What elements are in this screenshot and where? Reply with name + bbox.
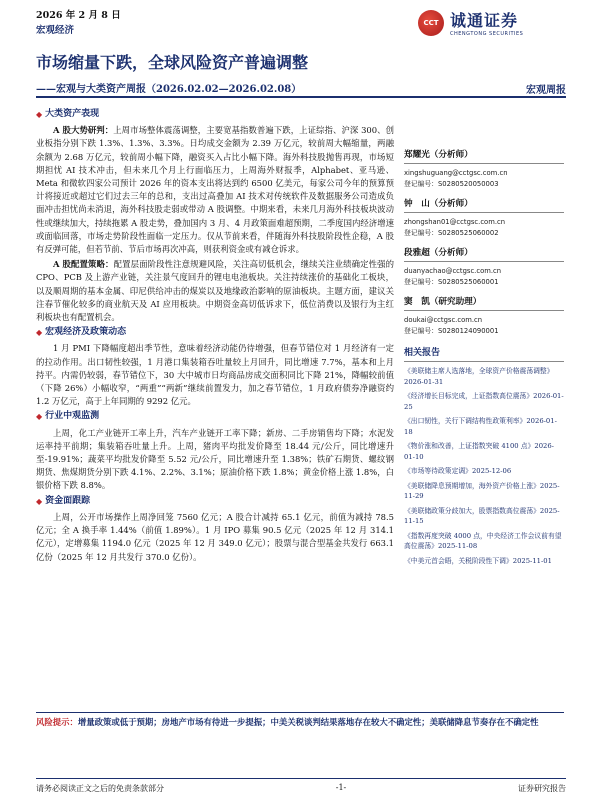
bullet-icon: ◆ (36, 109, 43, 119)
logo-english-name: CHENGTONG SECURITIES (450, 31, 524, 37)
analyst-email[interactable]: duanyachao@cctgsc.com.cn (404, 267, 502, 275)
section-heading: 资金面跟踪 (45, 495, 91, 506)
bullet-icon: ◆ (36, 495, 43, 506)
sidebar (404, 148, 564, 566)
report-type: 宏观周报 (526, 85, 566, 96)
risk-warning (36, 712, 564, 729)
bullet-icon: ◆ (36, 411, 43, 422)
report-date: 2026 年 2 月 8 日 (36, 10, 121, 21)
paragraph-text: 1 月 PMI 下降幅度超出季节性，意味着经济动能仍待增强，但春节错位对 1 月经济有一定的拉动作用。出口韧性较强，1 月港口集装箱吞吐量较上月回升，同比增速 7.7%，基本和上月持平。内需仍较弱，春节错位下，30 大中城市日均商品房成交面积同比下降 21%，降幅较前值（下降 26%）小幅收窄，“两重”“两新”继续前置发力，加之春节错位，1 月政府债券净融资约 1.2 万亿元，高于上年同期的 9292 亿元。 (36, 343, 394, 407)
main-content (36, 108, 394, 566)
paragraph-text: 上周，公开市场操作上周净回笼 7560 亿元；A 股合计减持 65.1 亿元，前值为减持 78.5 亿元；全 A 换手率 1.44%（前值 1.89%）。1 月 IPO 募集 90.5 亿元（2025 年 12 月 314.1 亿元），定增募集 1194.0 亿元（2025 年 12 月 349.0 亿元）；股票与混合型基金共发行 663.1 亿份（2025 年 12 月共发行 370.0 亿份）。 (36, 511, 394, 562)
analyst-card (404, 197, 564, 239)
report-subtitle: ——宏观与大类资产周报（2026.02.02—2026.02.08） (36, 84, 302, 95)
related-report-link[interactable]: 《美联储政策分歧加大，股票指数高位震荡》2025-11-15 (404, 506, 560, 525)
related-report-link[interactable]: 《中美元首会晤，关税阶段性下调》2025-11-01 (404, 556, 552, 565)
risk-label: 风险提示： (36, 717, 78, 727)
paragraph (36, 427, 394, 493)
header-divider (36, 96, 566, 98)
section-macro-policy (36, 326, 394, 408)
paragraph-text: 配置层面阶段性注意规避风险，关注高切低机会，继续关注业绩确定性强的 CPO、PCB 及上游产业链，关注景气度回升的锂电电池板块。关注持续涨价的基础化工板块，以及顺周期的基本金属、印尼供给冲击的煤炭以及地缘政治影响的原油板块。主题方面，建议关注春节催化较多的商业航天及 AI 应用板块。中期资金高切低诉求下，低位消费以及银行为主红利板块也有配置机会。 (36, 259, 394, 323)
report-category: 宏观经济 (36, 25, 75, 36)
analyst-card (404, 295, 564, 337)
related-report-link[interactable]: 《经济增长目标完成，上证指数高位震荡》2026-01-25 (404, 392, 564, 411)
page-footer (36, 778, 566, 794)
paragraph (36, 124, 394, 256)
analyst-email[interactable]: zhongshan01@cctgsc.com.cn (404, 218, 506, 226)
analyst-registration: 登记编号：S0280520050003 (404, 180, 499, 188)
risk-text: 增量政策或低于预期；房地产市场有待进一步提振；中美关税谈判结果落地存在较大不确定性；美联储降息节奏存在不确定性 (77, 717, 539, 727)
section-asset-performance (36, 108, 394, 324)
analyst-name: 窦 凯（研究助理） (404, 295, 564, 311)
company-logo (418, 8, 523, 37)
analyst-name: 段雅超（分析师） (404, 246, 564, 262)
related-report-link[interactable]: 《指数再度突破 4000 点，中央经济工作会议前有望高位震荡》2025-11-08 (404, 531, 562, 550)
related-report-link[interactable]: 《物价涨和改善，上证指数突破 4100 点》2026-01-10 (404, 442, 554, 461)
analyst-registration: 登记编号：S0280124090001 (404, 327, 499, 335)
paragraph (36, 258, 394, 324)
paragraph-lead: A 股配置策略： (53, 259, 114, 270)
analyst-email[interactable]: xingshuguang@cctgsc.com.cn (404, 169, 508, 177)
analyst-registration: 登记编号：S0280525060001 (404, 278, 499, 286)
page-number: -1- (335, 783, 347, 792)
section-liquidity (36, 495, 394, 564)
logo-mark-icon: CCT (418, 10, 444, 36)
section-heading: 大类资产表现 (45, 109, 100, 119)
analyst-registration: 登记编号：S0280525060002 (404, 229, 499, 237)
logo-chinese-name: 诚通证券 (450, 11, 519, 30)
report-title: 市场缩量下跌，全球风险资产普遍调整 (36, 53, 309, 72)
analyst-name: 钟 山（分析师） (404, 197, 564, 213)
paragraph (36, 342, 394, 408)
paragraph-text: 上周市场整体震荡调整，主要宽基指数普遍下跌，上证综指、沪深 300、创业板指分别下跌 1.3%、1.3%、3.3%。日均成交金额为 2.39 万亿元，较前周大幅缩量，两融余额为 2.68 万亿元，较前周小幅下降，融资买入占比小幅下降。海外科技股抛售再现，市场短期担忧 AI 技术冲击，但未来几个月上行面临压力，上周海外财报季，Alphabet、亚马逊、Meta 和微软四家公司预计 2026 年的资本支出将达到约 6500 亿美元，每家公司今年的预算预计将接近或超过它们过去三年的总和，支出过高叠加 AI 技术对传统软件及数据服务公司造成负面冲击担忧尚未消退，海外科技股走弱或带动 A 股调整。中期来看，未来几月海外科技板块波动性或继续加大，持续拖累 A 股走势，叠加国内 3 月、4 月政策面难超预期，二季度国内经济增速或面临回落，市场走势阶段性面临一定压力。仅从节前来看，伴随海外科技股阶段性企稳，A 股有反弹可能，但若节前、节后市场再次冲高，则获利资金或有减仓诉求。 (36, 125, 394, 255)
paragraph-lead: A 股大势研判： (53, 125, 114, 136)
related-report-link[interactable]: 《市场等待政策定调》2025-12-06 (404, 467, 512, 475)
section-industry-monitor (36, 410, 394, 492)
paragraph-text: 上周，化工产业链开工率上升，汽车产业链开工率下降；新房、二手房销售均下降；水泥发运率持平前期；集装箱吞吐量上升。上周，猪肉平均批发价降至 18.44 元/公斤，同比增速升至-19.91%；蔬菜平均批发价降至 5.52 元/公斤，同比增速升至 1.38%；铁矿石期货、螺纹钢期货、焦煤期货分别下跌 4.1%、2.2%、3.1%；原油价格下跌 1.8%；黄金价格上涨 1.8%，白银价格下跌 8.8%。 (36, 427, 394, 491)
analyst-card (404, 148, 564, 190)
analyst-name: 郑耀光（分析师） (404, 148, 564, 164)
related-report-link[interactable]: 《美联储主席人选落地，全球资产价格震荡调整》2026-01-31 (404, 367, 554, 386)
footer-disclaimer: 请务必阅读正文之后的免责条款部分 (36, 784, 164, 793)
footer-label: 证券研究报告 (518, 784, 566, 793)
bullet-icon: ◆ (36, 327, 43, 338)
related-report-link[interactable]: 《出口韧性，关行下调结构性政策利率》2026-01-18 (404, 417, 557, 436)
analyst-email[interactable]: doukai@cctgsc.com.cn (404, 316, 483, 324)
related-reports-title: 相关报告 (404, 345, 564, 362)
related-report-link[interactable]: 《美联储降息预期增加，海外资产价格上涨》2025-11-29 (404, 481, 560, 500)
analyst-card (404, 246, 564, 288)
paragraph (36, 511, 394, 564)
section-heading: 行业中观监测 (45, 411, 100, 422)
section-heading: 宏观经济及政策动态 (45, 327, 127, 338)
